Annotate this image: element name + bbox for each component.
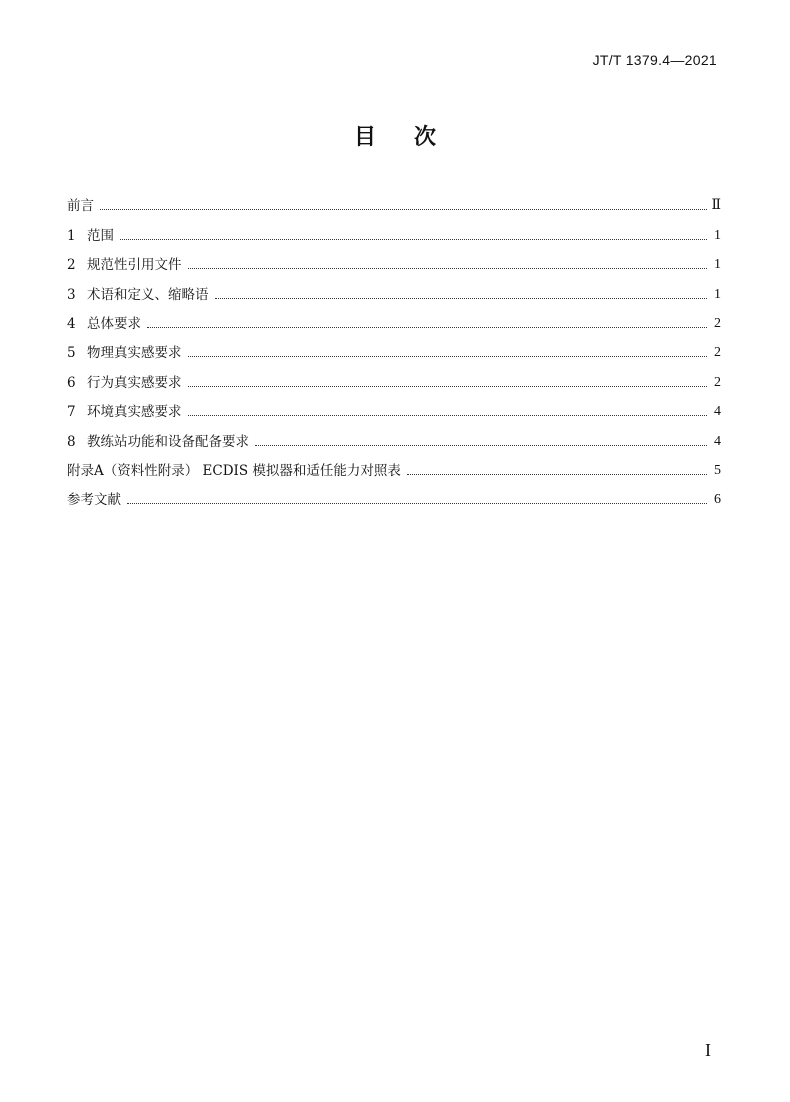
toc-entry-physical-realism[interactable] — [67, 333, 721, 362]
toc-entry-number: 6 — [67, 374, 76, 391]
toc-leader-dots — [407, 474, 707, 475]
toc-entry-page: 4 — [714, 404, 721, 420]
toc-entry-label: 物理真实感要求 — [87, 345, 182, 362]
toc-entry-page: 1 — [714, 286, 721, 302]
toc-entry-label: 参考文献 — [67, 492, 121, 509]
toc-entry-bibliography[interactable] — [67, 480, 721, 509]
toc-entry-page: 2 — [714, 345, 721, 361]
toc-entry-page: 6 — [714, 492, 721, 508]
toc-entry-annex-a[interactable] — [67, 451, 721, 480]
toc-entry-page: 2 — [714, 315, 721, 331]
toc-entry-number: 2 — [67, 257, 76, 274]
toc-entry-label: 术语和定义、缩略语 — [87, 286, 209, 303]
toc-leader-dots — [100, 209, 707, 210]
toc-entry-scope[interactable] — [67, 215, 721, 244]
toc-leader-dots — [188, 268, 708, 269]
toc-entry-instructor-station[interactable] — [67, 421, 721, 450]
toc-leader-dots — [188, 386, 708, 387]
toc-entry-number: 3 — [67, 286, 76, 303]
toc-entry-label: 范围 — [87, 227, 114, 244]
toc-entry-page: 4 — [714, 433, 721, 449]
toc-entry-general-requirements[interactable] — [67, 304, 721, 333]
toc-leader-dots — [127, 503, 707, 504]
toc-entry-normative-references[interactable] — [67, 245, 721, 274]
toc-entry-label: 行为真实感要求 — [87, 374, 182, 391]
page-title: 目次 — [353, 124, 474, 150]
toc-entry-page: 2 — [714, 374, 721, 390]
toc-entry-page: 1 — [714, 227, 721, 243]
toc-leader-dots — [188, 356, 708, 357]
toc-entry-environmental-realism[interactable] — [67, 392, 721, 421]
toc-leader-dots — [120, 239, 707, 240]
toc-entry-number: 4 — [67, 315, 76, 332]
toc-entry-terms-definitions[interactable] — [67, 274, 721, 303]
toc-entry-page: 1 — [714, 257, 721, 273]
toc-entry-page: 5 — [714, 462, 721, 478]
toc-leader-dots — [215, 298, 708, 299]
toc-leader-dots — [255, 445, 707, 446]
toc-entry-page: Ⅱ — [711, 198, 721, 214]
document-code: JT/T 1379.4—2021 — [592, 52, 717, 68]
toc-entry-label: 前言 — [67, 198, 94, 215]
toc-entry-label: 规范性引用文件 — [87, 257, 182, 274]
toc-entry-label: 附录A（资料性附录） ECDIS 模拟器和适任能力对照表 — [67, 462, 401, 479]
table-of-contents — [67, 186, 721, 509]
toc-entry-label: 教练站功能和设备配备要求 — [87, 433, 249, 450]
toc-entry-behavioral-realism[interactable] — [67, 362, 721, 391]
toc-leader-dots — [147, 327, 707, 328]
toc-leader-dots — [188, 415, 708, 416]
toc-entry-number: 1 — [67, 227, 76, 244]
page-number: I — [705, 1040, 711, 1060]
toc-entry-foreword[interactable] — [67, 186, 721, 215]
toc-entry-number: 5 — [67, 345, 76, 362]
toc-entry-number: 8 — [67, 433, 76, 450]
toc-entry-number: 7 — [67, 404, 76, 421]
toc-entry-label: 总体要求 — [87, 315, 141, 332]
toc-entry-label: 环境真实感要求 — [87, 404, 182, 421]
